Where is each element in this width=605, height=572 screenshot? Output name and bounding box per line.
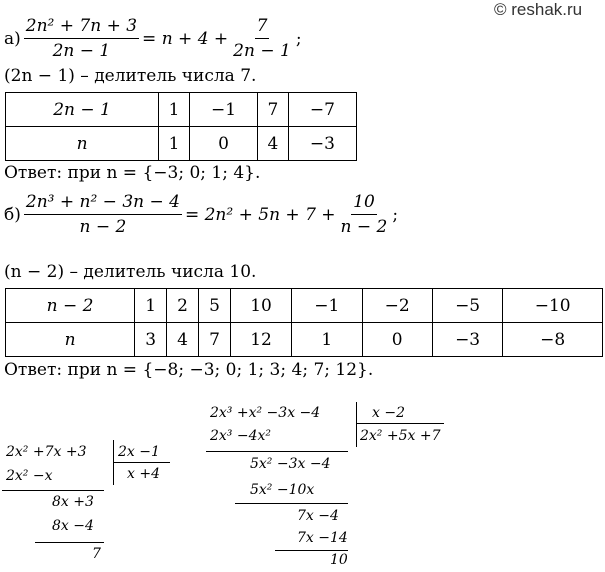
table-cell: −1 — [292, 289, 362, 323]
table-cell: −10 — [503, 289, 603, 323]
step: 5x² −3x −4 — [250, 456, 331, 472]
table-cell: 1 — [135, 289, 167, 323]
frac-denominator: 2n − 1 — [233, 41, 291, 61]
table-cell: n — [6, 127, 159, 161]
table-cell: −1 — [189, 93, 257, 127]
equation-rhs: = 2n² + 5n + 7 + — [184, 204, 336, 225]
frac-numerator: 2n² + 7n + 3 — [24, 16, 139, 39]
table-a — [5, 92, 357, 161]
quotient: x +4 — [127, 466, 160, 482]
table-cell: 2n − 1 — [6, 93, 159, 127]
frac-numerator: 10 — [351, 192, 377, 215]
answer-a: Ответ: при n = {−3; 0; 1; 4}. — [4, 163, 261, 183]
step: 8x −4 — [52, 518, 94, 534]
quotient: 2x² +5x +7 — [360, 428, 441, 444]
watermark: © reshak.ru — [494, 0, 583, 19]
dividend: 2x³ +x² −3x −4 — [210, 405, 321, 421]
note-b: (n − 2) – делитель числа 10. — [4, 262, 257, 282]
equation-b — [4, 192, 398, 237]
step: 2x³ −4x² — [210, 428, 272, 444]
label-b: б) — [4, 204, 21, 225]
table-cell: 10 — [230, 289, 291, 323]
table-row — [6, 323, 603, 357]
frac-denominator: 2n − 1 — [52, 41, 111, 61]
step: 2x² −x — [6, 468, 53, 484]
equation-rhs: = n + 4 + — [142, 28, 229, 49]
table-cell: 7 — [199, 323, 231, 357]
answer-b: Ответ: при n = {−8; −3; 0; 1; 3; 4; 7; 12}. — [4, 360, 374, 380]
frac-denominator: n − 2 — [79, 217, 127, 237]
label-a: а) — [4, 28, 21, 49]
semicolon: ; — [392, 204, 399, 225]
step: 7x −14 — [297, 530, 348, 546]
table-cell: 5 — [199, 289, 231, 323]
table-b — [5, 288, 603, 357]
frac-denominator: n − 2 — [340, 217, 388, 237]
table-row — [6, 127, 357, 161]
semicolon: ; — [295, 28, 302, 49]
note-a: (2n − 1) – делитель числа 7. — [4, 66, 257, 86]
table-cell: n − 2 — [6, 289, 135, 323]
table-cell: −7 — [288, 93, 356, 127]
table-cell: 7 — [258, 93, 289, 127]
table-cell: n — [6, 323, 135, 357]
table-cell: 0 — [362, 323, 432, 357]
table-cell: 1 — [159, 93, 190, 127]
table-row — [6, 289, 603, 323]
table-cell: 0 — [189, 127, 257, 161]
table-cell: 4 — [258, 127, 289, 161]
step: 5x² −10x — [250, 482, 315, 498]
step: 7x −4 — [297, 508, 339, 524]
table-cell: 12 — [230, 323, 291, 357]
equation-a — [4, 16, 302, 61]
frac-numerator: 7 — [255, 16, 270, 39]
table-cell: 4 — [167, 323, 199, 357]
table-cell: −8 — [503, 323, 603, 357]
divisor: x −2 — [372, 405, 405, 421]
table-row — [6, 93, 357, 127]
remainder: 10 — [330, 552, 348, 568]
step: 8x +3 — [52, 494, 94, 510]
frac-numerator: 2n³ + n² − 3n − 4 — [24, 192, 182, 215]
table-cell: −2 — [362, 289, 432, 323]
table-cell: −3 — [432, 323, 502, 357]
table-cell: 1 — [292, 323, 362, 357]
table-cell: 3 — [135, 323, 167, 357]
table-cell: −5 — [432, 289, 502, 323]
remainder: 7 — [92, 546, 101, 562]
table-cell: 1 — [159, 127, 190, 161]
divisor: 2x −1 — [118, 444, 160, 460]
dividend: 2x² +7x +3 — [6, 444, 87, 460]
table-cell: −3 — [288, 127, 356, 161]
table-cell: 2 — [167, 289, 199, 323]
